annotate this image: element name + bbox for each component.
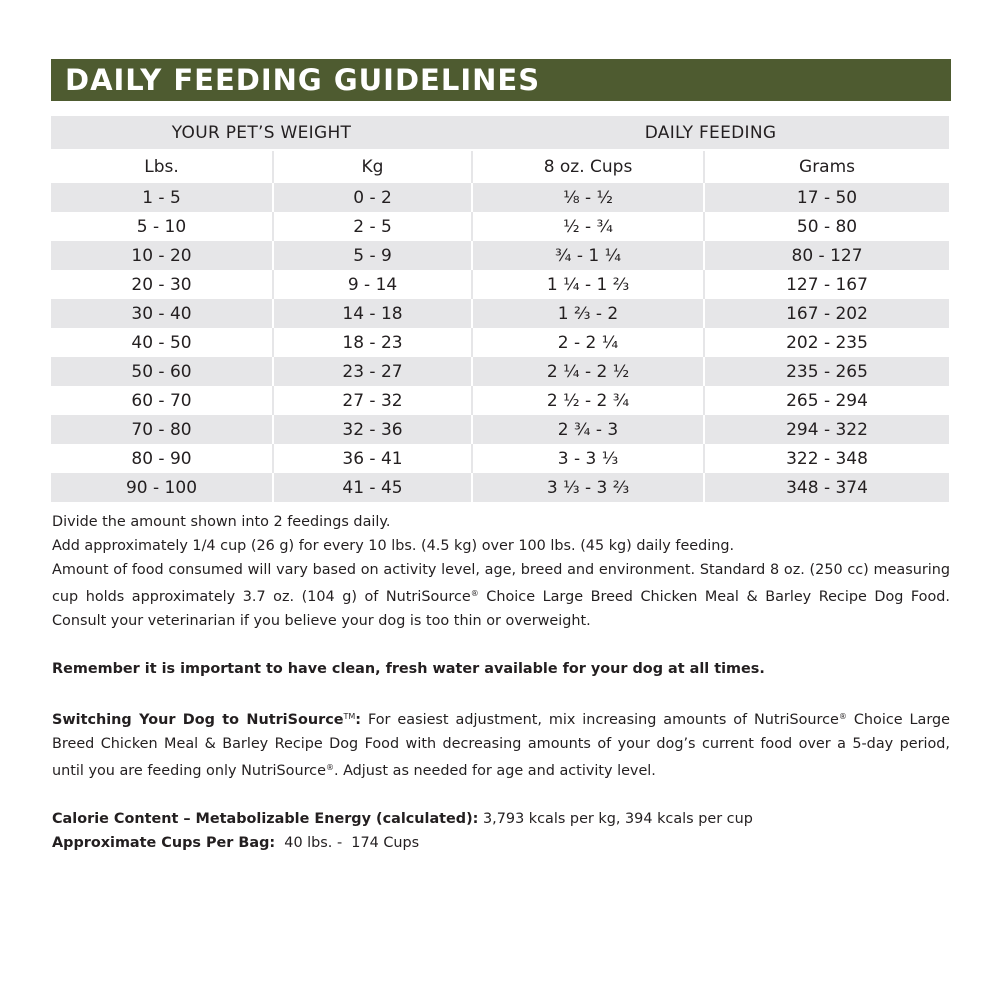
cell-kg: 27 - 32 [273,386,472,415]
note-amount-consumed-a: Amount of food consumed will vary based on activity level, age, breed and environment. Standard 8 oz. (250 cc) measuring cup holds approximately 3.7 oz. (104 g) of NutriSource [52,562,950,605]
column-header-cups: 8 oz. Cups [472,150,704,183]
cell-lbs: 30 - 40 [51,299,273,328]
cell-kg: 14 - 18 [273,299,472,328]
cell-grams: 167 - 202 [704,299,949,328]
cell-cups: 2 ¾ - 3 [472,415,704,444]
cups-per-bag-value: 40 lbs. - 174 Cups [275,835,420,851]
cell-cups: 2 ½ - 2 ¾ [472,386,704,415]
group-header-weight: YOUR PET’S WEIGHT [51,116,472,150]
table-row [51,444,949,473]
cell-lbs: 60 - 70 [131,390,192,411]
title-banner [51,59,951,101]
note-amount-consumed-b: Choice Large Breed Chicken Meal & Barley Recipe Dog Food. Consult your veterinarian if you believe your dog is too thin or overweight. [52,589,950,629]
cell-grams: 348 - 374 [704,473,949,502]
cell-lbs: 90 - 100 [51,473,273,502]
switching-text-c: . Adjust as needed for age and activity level. [333,763,656,779]
table-row [51,183,949,212]
switching-label: Switching Your Dog to NutriSource [52,712,344,728]
cell-grams: 235 - 265 [704,357,949,386]
trademark-mark: TM [343,712,356,721]
cell-cups: ⅛ - ½ [472,183,704,212]
table-row [51,241,949,270]
calorie-content [52,807,950,831]
cell-kg: 23 - 27 [273,357,472,386]
column-header-lbs: Lbs. [51,150,273,183]
cell-lbs: 20 - 30 [131,274,192,295]
switching-colon: : [355,712,362,728]
cups-per-bag [52,831,950,855]
cell-kg: 32 - 36 [273,415,472,444]
cell-kg: 0 - 2 [273,183,472,212]
table-row [51,357,949,386]
group-header-row [51,116,949,150]
cell-grams: 127 - 167 [704,270,949,299]
feeding-notes [52,510,950,855]
table-row [51,270,949,299]
table-row [51,415,949,444]
calorie-value: 3,793 kcals per kg, 394 kcals per cup [478,811,753,827]
table-row [51,212,949,241]
cell-lbs: 80 - 90 [131,448,192,469]
cell-lbs: 70 - 80 [51,415,273,444]
table-row [51,473,949,502]
calorie-label: Calorie Content – Metabolizable Energy (calculated): [52,811,479,827]
table-row [51,386,949,415]
cell-kg: 41 - 45 [273,473,472,502]
cell-cups: 3 ⅓ - 3 ⅔ [472,473,704,502]
registered-mark-2: ® [838,712,847,721]
note-over-100-lbs: Add approximately 1/4 cup (26 g) for every 10 lbs. (4.5 kg) over 100 lbs. (45 kg) daily feeding. [52,538,735,554]
note-divide-feedings: Divide the amount shown into 2 feedings daily. [52,514,391,530]
cell-cups: 1 ⅔ - 2 [472,299,704,328]
group-header-feeding: DAILY FEEDING [472,116,949,150]
cell-kg: 18 - 23 [273,328,472,357]
cell-grams: 80 - 127 [704,241,949,270]
switching-text-a: For easiest adjustment, mix increasing amounts of NutriSource [361,712,839,728]
feeding-table [51,116,949,502]
switching-paragraph [52,705,950,783]
cups-per-bag-label: Approximate Cups Per Bag: [52,835,276,851]
cell-cups: 2 ¼ - 2 ½ [472,357,704,386]
cell-cups: 2 - 2 ¼ [472,328,704,357]
cell-cups: 3 - 3 ⅓ [472,444,704,473]
page-title: DAILY FEEDING GUIDELINES [65,63,541,97]
registered-mark-3: ® [325,763,334,772]
note-amount-consumed [52,558,950,633]
cell-grams: 294 - 322 [704,415,949,444]
column-header-grams: Grams [704,150,949,183]
registered-mark: ® [470,589,479,598]
cell-cups: ½ - ¾ [472,212,704,241]
cell-grams: 202 - 235 [704,328,949,357]
switching-text-b: Choice Large Breed Chicken Meal & Barley Recipe Dog Food with decreasing amounts of your dog’s current food over a 5-day period, until you are feeding only NutriSource [52,712,951,779]
cell-grams: 265 - 294 [704,386,949,415]
water-reminder: Remember it is important to have clean, fresh water available for your dog at all times. [52,661,765,677]
cell-grams: 322 - 348 [704,444,949,473]
cell-lbs: 50 - 60 [51,357,273,386]
cell-cups: 1 ¼ - 1 ⅔ [472,270,704,299]
column-header-kg: Kg [273,150,472,183]
cell-kg: 2 - 5 [273,212,472,241]
cell-cups: ¾ - 1 ¼ [472,241,704,270]
cell-lbs: 1 - 5 [51,183,273,212]
cell-kg: 36 - 41 [273,444,472,473]
cell-lbs: 40 - 50 [131,332,192,353]
cell-lbs: 10 - 20 [51,241,273,270]
feeding-table-body [51,183,949,502]
cell-kg: 9 - 14 [273,270,472,299]
cell-lbs: 5 - 10 [136,216,187,237]
cell-grams: 17 - 50 [704,183,949,212]
table-row [51,328,949,357]
table-row [51,299,949,328]
cell-kg: 5 - 9 [273,241,472,270]
column-header-row [51,150,949,183]
cell-grams: 50 - 80 [704,212,949,241]
